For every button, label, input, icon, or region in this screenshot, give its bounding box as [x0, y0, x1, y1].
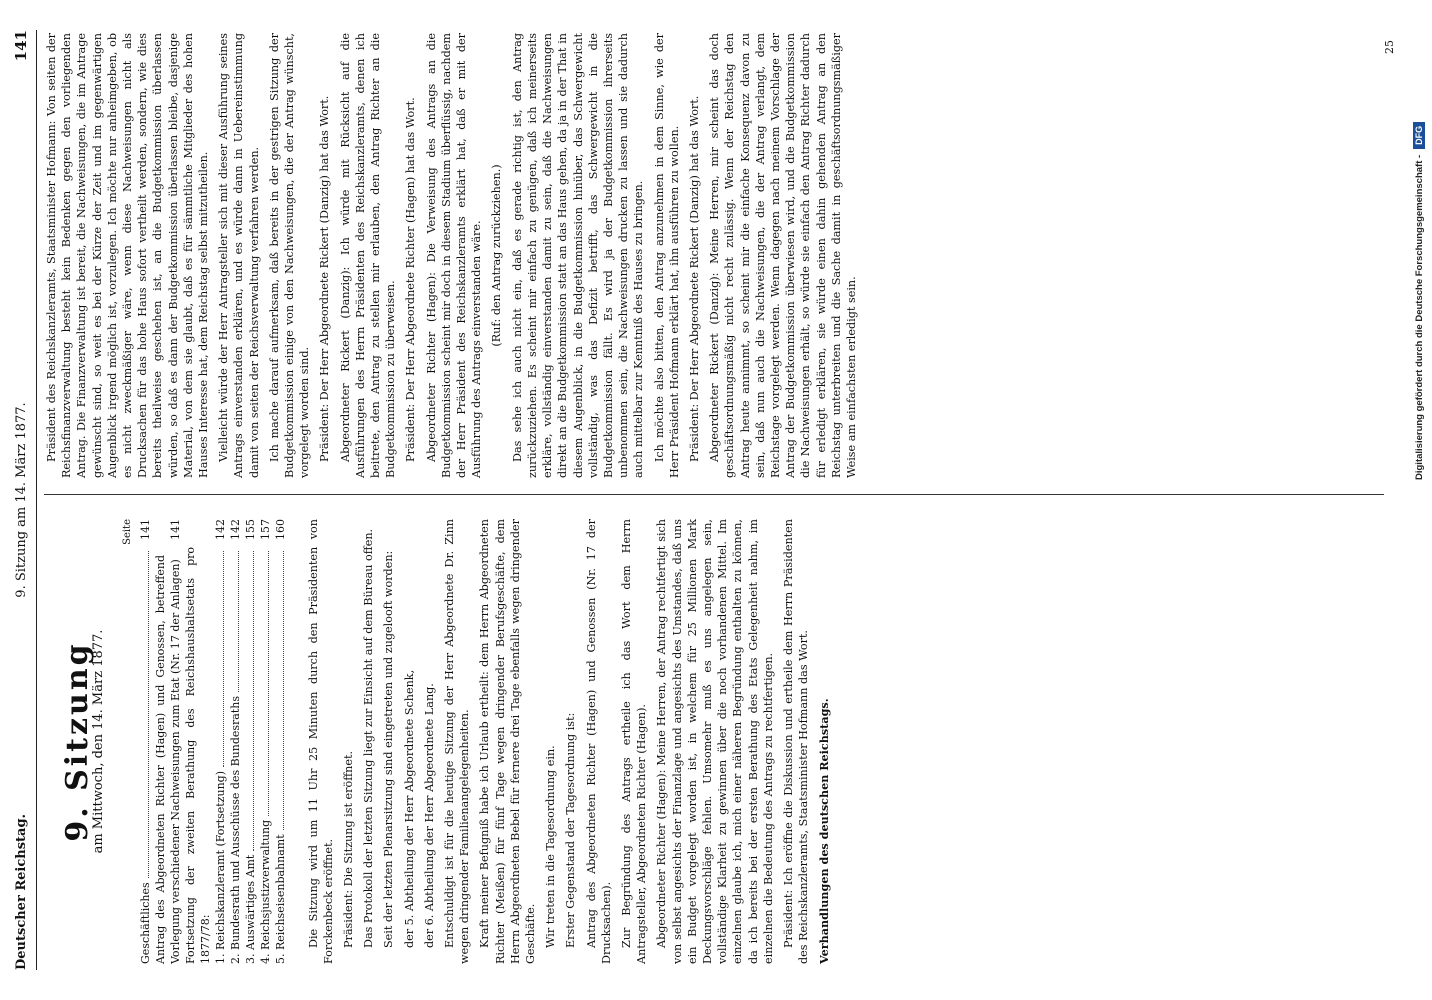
toc-entry — [258, 519, 273, 964]
toc-entry — [153, 519, 183, 964]
right-column-text — [44, 33, 859, 478]
paragraph: Präsident: Die Sitzung ist eröffnet. — [342, 750, 356, 948]
toc-entry-text: 3. Auswärtiges Amt — [243, 854, 257, 964]
toc-leader — [148, 551, 149, 878]
toc-leader — [268, 551, 269, 816]
paragraph: Präsident: Der Herr Abgeordnete Rickert (Danzig) hat das Wort. — [687, 95, 701, 462]
toc-entry — [183, 519, 213, 964]
page-number: 141 — [12, 30, 30, 62]
toc-entry — [228, 519, 243, 964]
paragraph: Ich mache darauf aufmerksam, daß bereits in der gestrigen Sitzung der Budgetkommission einige von den Nachweisungen, die der Antrag wünscht, vorgelegt worden sind. — [267, 33, 312, 478]
toc-entry-page: 142 — [213, 519, 227, 540]
toc-leader — [283, 551, 284, 830]
paragraph: Die Sitzung wird um 11 Uhr 25 Minuten durch den Präsidenten von Forckenbeck eröffnet. — [306, 519, 335, 964]
toc-entry-text: Antrag des Abgeordneten Richter (Hagen) und Genossen, betreffend Vorlegung verschiedener Nachweisungen zum Etat (Nr. 17 der Anlagen) — [153, 555, 182, 964]
digitization-text: Digitalisierung gefördert durch die Deutsche Forschungsgemeinschaft - — [1413, 154, 1425, 480]
paragraph: Abgeordneter Rickert (Danzig): Ich würde mit Rücksicht auf die Ausführungen des Herrn Präsidenten des Reichskanzleramts, denen ich beitrete, den Antrag zu stellen mir erlauben, den Antrag Richter an die Budgetkommission zu überweisen. — [338, 33, 398, 478]
paragraph: Präsident: Der Herr Abgeordnete Richter (Hagen) hat das Wort. — [404, 97, 418, 462]
paragraph: Das sehe ich auch nicht ein, daß es gerade richtig ist, den Antrag zurückzuziehen. Es scheint mir einfach zu genügen, daß ich meinerseits erkläre, vollständig einverstanden damit zu sein, daß die Nachweisungen direkt an die Budgetkommission statt an das Haus gehen, da ja in der That in diesem Augenblick, in die Budgetkommission hinüber, das Schwergewicht vollständig, was das Defizit betrifft, das Schwergewicht in die Budgetkommission fällt. Es wird ja der Budgetkommission ihrerseits unbenommen sein, die Nachweisungen drucken zu lassen und sie dadurch auch mittelbar zur Kenntniß des Hauses zu bringen. — [510, 33, 646, 478]
paragraph: der 6. Abtheilung der Herr Abgeordnete Lang. — [422, 683, 436, 948]
toc-leader — [223, 551, 224, 767]
paragraph: Abgeordneter Rickert (Danzig): Meine Herren, mir scheint das doch geschäftsordnungsmäßig nicht recht zulässig. Wenn der Reichstag den Antrag heute annimmt, so scheint mir die einfache Konsequenz davon zu sein, daß nun auch die Nachweisungen, die der Antrag verlangt, dem Reichstage vorgelegt werden. Wenn dagegen nach meinem Vorschlage der Antrag der Budgetkommission überwiesen wird, und die Budgetkommission die Nachweisungen erhält, so würde sie einfach den Antrag Richter dadurch für erledigt erklären, sie würde einen dahin gehenden Antrag an den Reichstag unterbreiten und die Sache damit in geschäftsordnungsmäßiger Weise am einfachsten erledigt sein. — [708, 33, 858, 478]
toc-entry-text: 4. Reichsjustizverwaltung — [258, 819, 272, 964]
verhandlungen-label: Verhandlungen des deutschen Reichstags. — [816, 698, 831, 964]
paragraph: Entschuldigt ist für die heutige Sitzung der Herr Abgeordnete Dr. Zinn wegen dringender Familienangelegenheiten. — [443, 519, 472, 964]
toc-entry-page: 157 — [258, 519, 272, 540]
column-divider — [44, 494, 1384, 495]
paragraph: (Ruf: den Antrag zurückziehen.) — [490, 164, 504, 347]
toc-entry — [273, 519, 288, 964]
paragraph: Ich möchte also bitten, den Antrag anzunehmen in dem Sinne, wie der Herr Präsident Hofmann erklärt hat, ihn ausführen zu wollen. — [652, 33, 681, 478]
paragraph: Kraft meiner Befugniß habe ich Urlaub ertheilt: dem Herrn Abgeordneten Richter (Meißen) für fünf Tage wegen dringender Berufsgeschäfte, dem Herrn Abgeordneten Bebel für fernere drei Tage ebenfalls wegen dringender Geschäfte. — [478, 519, 538, 964]
toc-entry-page: 142 — [228, 519, 242, 540]
header-rule — [36, 30, 37, 970]
left-column — [44, 519, 837, 964]
paragraph: der 5. Abtheilung der Herr Abgeordnete Schenk, — [402, 669, 416, 948]
toc-entry-text: Fortsetzung der zweiten Berathung des Reichshaushaltsetats pro 1877/78: — [183, 547, 212, 964]
paragraph: Antrag des Abgeordneten Richter (Hagen) und Genossen (Nr. 17 der Drucksachen). — [584, 519, 613, 964]
table-of-contents — [138, 519, 288, 964]
toc-entry-text: Geschäftliches — [138, 882, 152, 964]
right-column — [44, 33, 864, 478]
paragraph: Vielleicht würde der Herr Antragsteller sich mit dieser Ausführung seines Antrags einverstanden erklären, und es würde dann in Uebereinstimmung damit von seiten der Reichsverwaltung verfahren werden. — [217, 33, 261, 478]
session-title: 9. Sitzung — [60, 641, 95, 842]
toc-leader — [238, 551, 239, 692]
toc-entry-page: 141 — [168, 519, 182, 540]
left-column-text — [306, 519, 812, 964]
toc-entry-page: 155 — [243, 519, 257, 540]
paragraph: Seit der letzten Plenarsitzung sind eingetreten und zugelooft worden: — [382, 550, 396, 948]
toc-leader — [253, 551, 254, 851]
session-date: am Mittwoch, den 14. März 1877. — [91, 629, 107, 854]
paragraph: Abgeordneter Richter (Hagen): Die Verweisung des Antrags an die Budgetkommission scheint mir doch in diesem Stadium überflüssig, nachdem der Herr Präsident des Reichskanzleramts erklärt hat, daß er mit der Ausführung des Antrags einverstanden wäre. — [424, 33, 484, 478]
page-header — [12, 30, 34, 970]
header-left: Deutscher Reichstag. — [14, 813, 29, 970]
paragraph: Abgeordneter Richter (Hagen): Meine Herren, der Antrag rechtfertigt sich von selbst angesichts der Finanzlage und angesichts des Umstandes, daß uns ein Budget vorgelegt worden ist, in welchem für 25 Millionen Mark Deckungsvorschläge fehlen. Umsomehr muß es uns angelegen sein, vollständige Klarheit zu gewinnen über die noch vorhandenen Mittel. Im einzelnen glaube ich, mich einer näheren Begründung enthalten zu können, da ich bereits bei der ersten Berathung des Etats Gelegenheit nahm, im einzelnen die Bedeutung des Antrags zu rechtfertigen. — [655, 519, 775, 964]
digitization-note — [1412, 20, 1426, 480]
paragraph: Präsident: Ich eröffne die Diskussion und ertheile dem Herrn Präsidenten des Reichskanzleramts, Staatsminister Hofmann das Wort. — [782, 519, 811, 964]
dfg-logo: DFG — [1413, 122, 1425, 149]
signature-mark: 25 — [1383, 40, 1396, 54]
toc-entry-text: 1. Reichskanzleramt (Fortsetzung) — [213, 771, 227, 964]
paragraph: Präsident: Der Herr Abgeordnete Rickert (Danzig) hat das Wort. — [318, 95, 332, 462]
toc-entry-text: 2. Bundesrath und Ausschüsse des Bundesraths — [228, 695, 242, 964]
paragraph: Erster Gegenstand der Tagesordnung ist: — [564, 712, 578, 948]
header-center: 9. Sitzung am 14. März 1877. — [14, 402, 29, 598]
toc-entry-page: 141 — [138, 519, 152, 540]
toc-seite-label: Seite — [122, 519, 134, 545]
paragraph: Präsident des Reichskanzleramts, Staatsminister Hofmann: Von seiten der Reichsfinanzverwaltung besteht kein Bedenken gegen den vorliegenden Antrag. Die Finanzverwaltung ist bereit, die Nachweisungen, die im Antrage gewünscht sind, so weit es bei der Kürze der Zeit und im gegenwärtigen Augenblick irgend möglich ist, vorzulegen. Ich möchte nur anheimgeben, ob es nicht zweckmäßiger wäre, wenn diese Nachweisungen nicht als Drucksachen für das hohe Haus sofort vertheilt werden, sondern, wie dies bereits theilweise geschehen ist, an die Budgetkommission überlassen würden, so daß es dann der Budgetkommission überlassen bleibe, dasjenige Material, von dem sie glaubt, daß es für sämmtliche Mitglieder des hohen Hauses Interesse hat, dem Reichstag selbst mitzutheilen. — [45, 33, 211, 478]
toc-entry-text: 5. Reichseisenbahnamt — [273, 834, 287, 964]
toc-entry — [213, 519, 228, 964]
toc-entry — [243, 519, 258, 964]
toc-entry-page: 160 — [273, 519, 287, 540]
paragraph: Zur Begründung des Antrags ertheile ich das Wort dem Herrn Antragsteller, Abgeordneten Richter (Hagen). — [620, 519, 649, 964]
paragraph: Wir treten in die Tagesordnung ein. — [544, 745, 558, 948]
paragraph: Das Protokoll der letzten Sitzung liegt zur Einsicht auf dem Büreau offen. — [362, 528, 376, 948]
toc-entry — [138, 519, 153, 964]
